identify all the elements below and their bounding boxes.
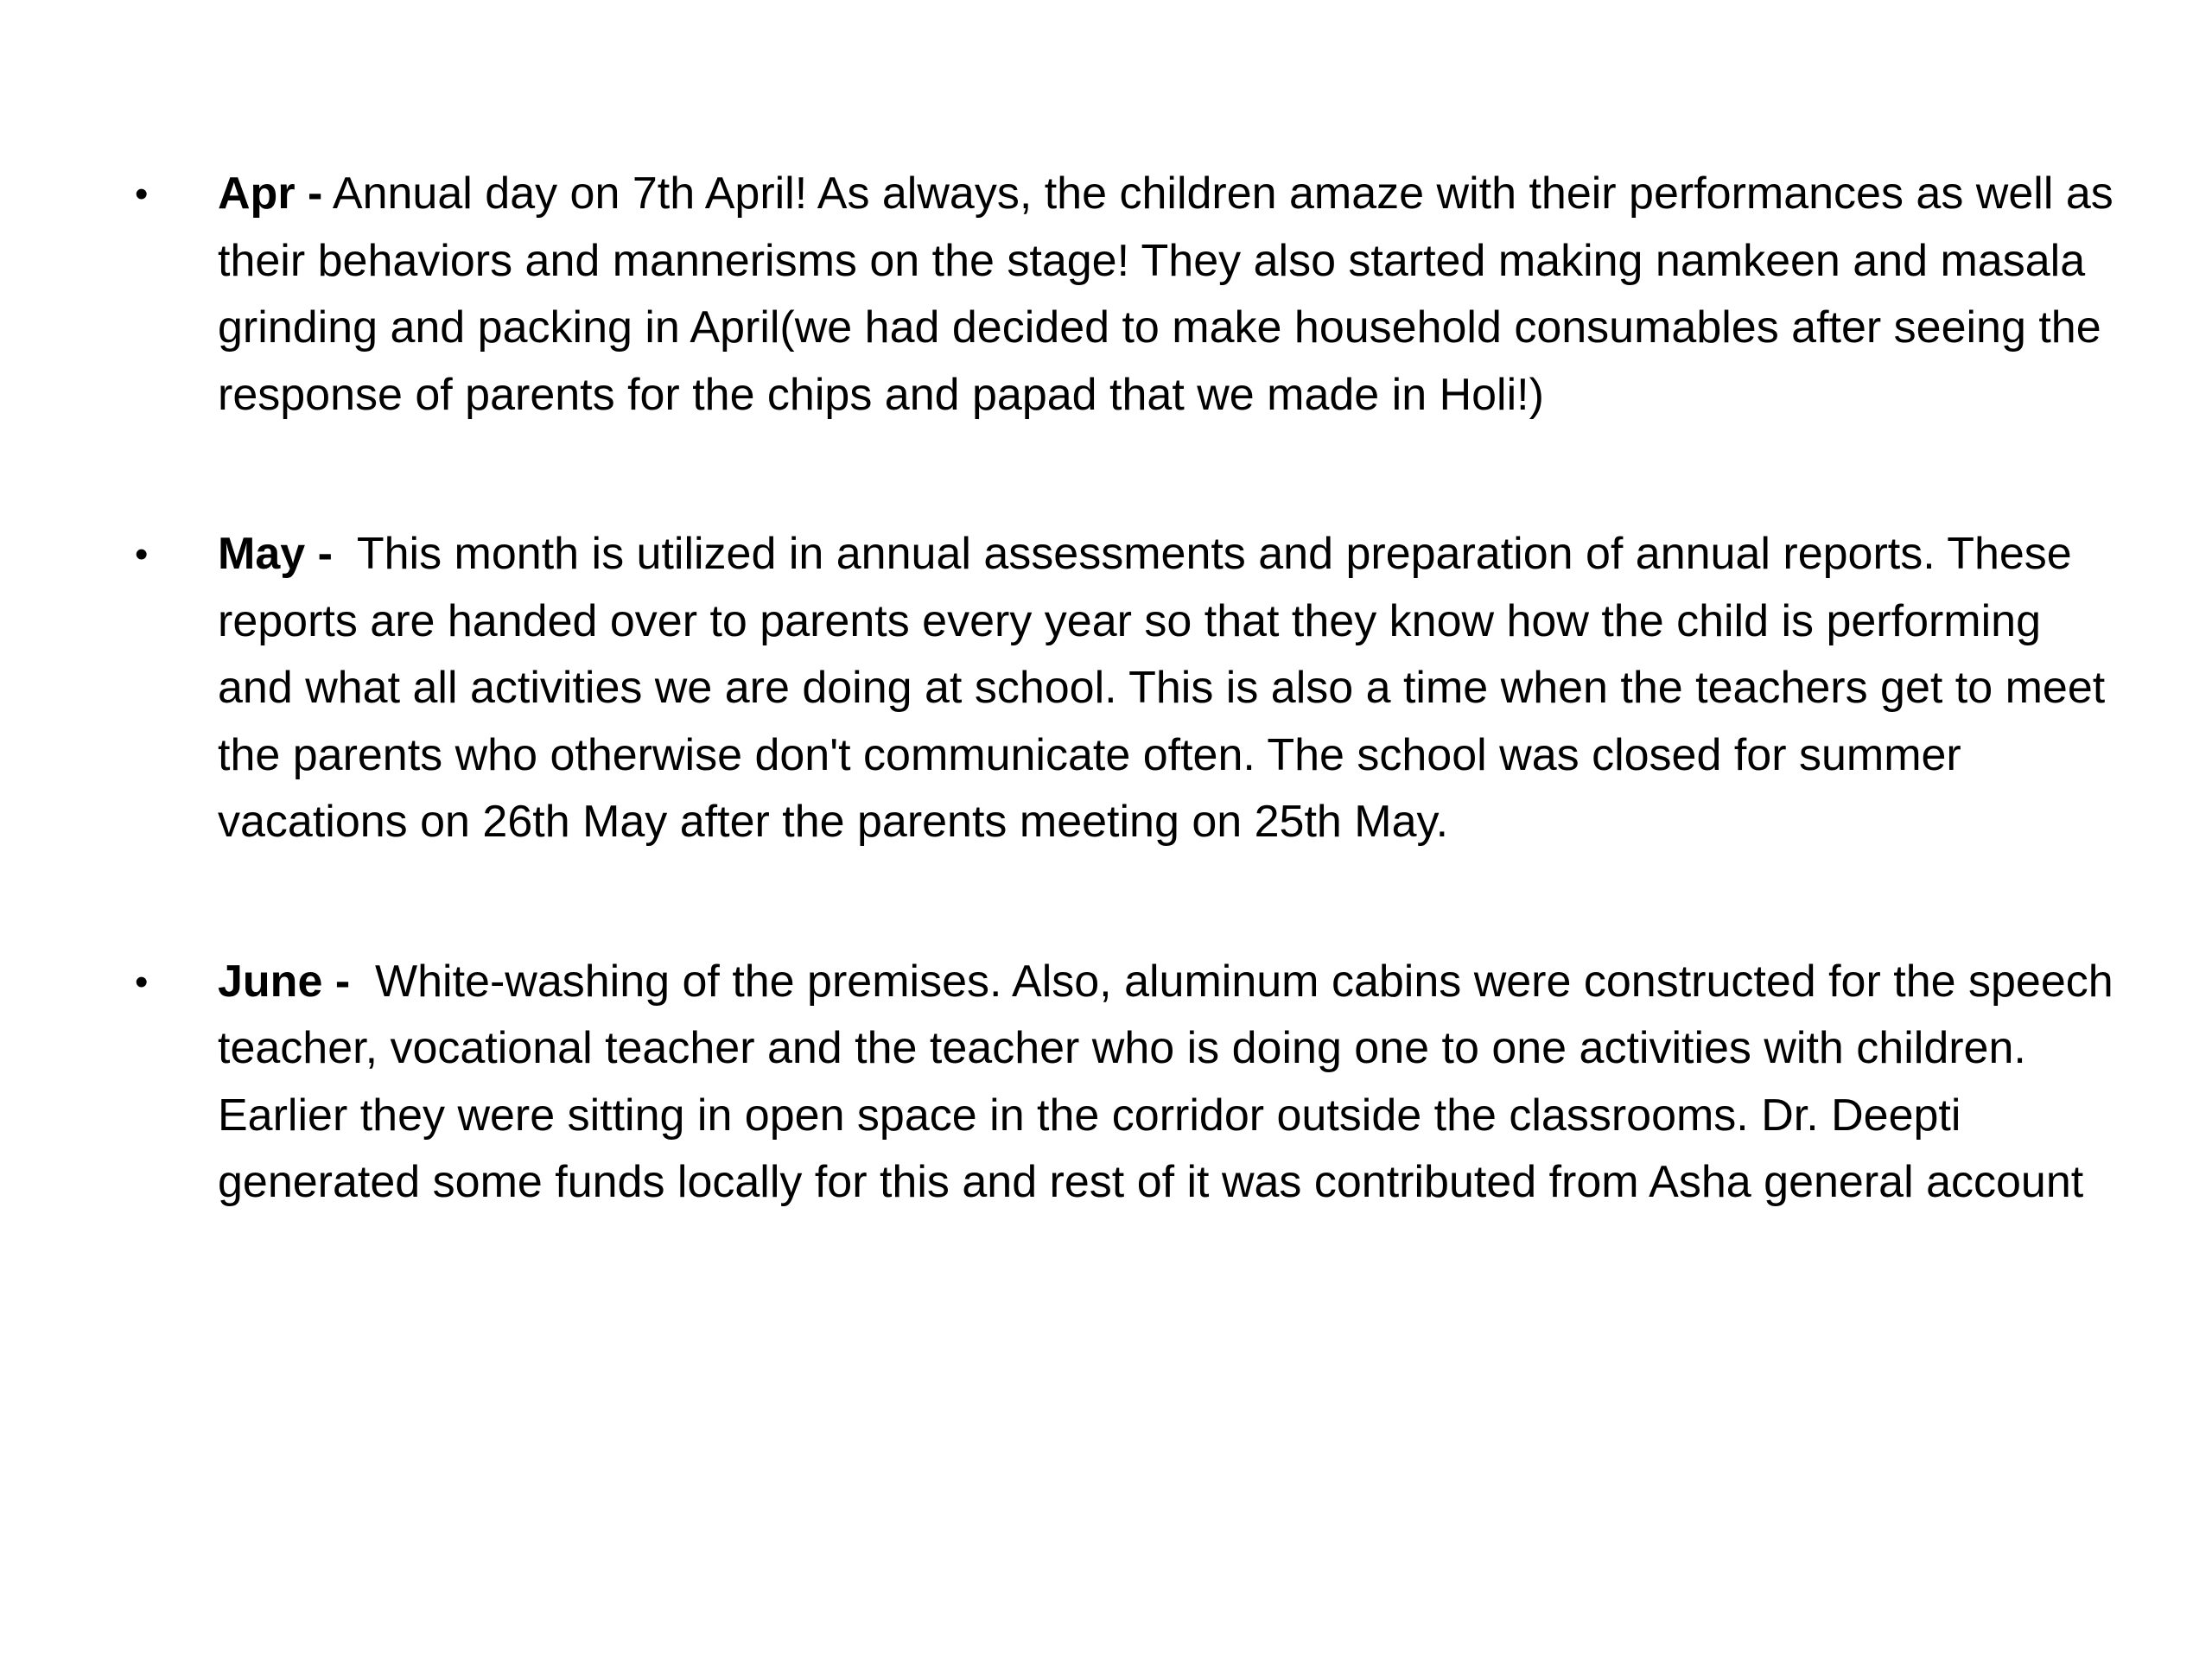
month-label: June - — [218, 956, 351, 1007]
bullet-item-june — [128, 949, 2126, 1217]
item-description: This month is utilized in annual assessments and preparation of annual reports. These reports are handed over to parents every year so that they know how the child is performing and what all activities we are doing at school. This is also a time when the teachers get to meet the parents who otherwise don't communicate often. The school was closed for summer vacations on 26th May after the parents meeting on 25th May. — [218, 529, 2118, 847]
bullet-icon: • — [135, 173, 149, 215]
month-label: Apr - — [218, 168, 323, 219]
bullet-text — [218, 161, 2126, 429]
bullet-list — [128, 161, 2126, 1217]
bullet-icon: • — [135, 533, 149, 575]
bullet-item-apr — [128, 161, 2126, 429]
item-description: White-washing of the premises. Also, aluminum cabins were constructed for the speech teacher, vocational teacher and the teacher who is doing one to one activities with children. Earlier they were sitting in open space in the corridor outside the classrooms. Dr. Deepti generated some funds locally for this and rest of it was contributed from Asha general account — [218, 956, 2126, 1207]
bullet-icon: • — [135, 960, 149, 1003]
item-description: Annual day on 7th April! As always, the children amaze with their performances as well as their behaviors and mannerisms on the stage! They also started making namkeen and masala grinding and packing in April(we had decided to make household consumables after seeing the response of parents for the chips and papad that we made in Holi!) — [218, 168, 2126, 420]
month-label: May - — [218, 529, 333, 579]
bullet-text — [218, 949, 2126, 1217]
bullet-item-may — [128, 521, 2118, 856]
bullet-text — [218, 521, 2119, 856]
